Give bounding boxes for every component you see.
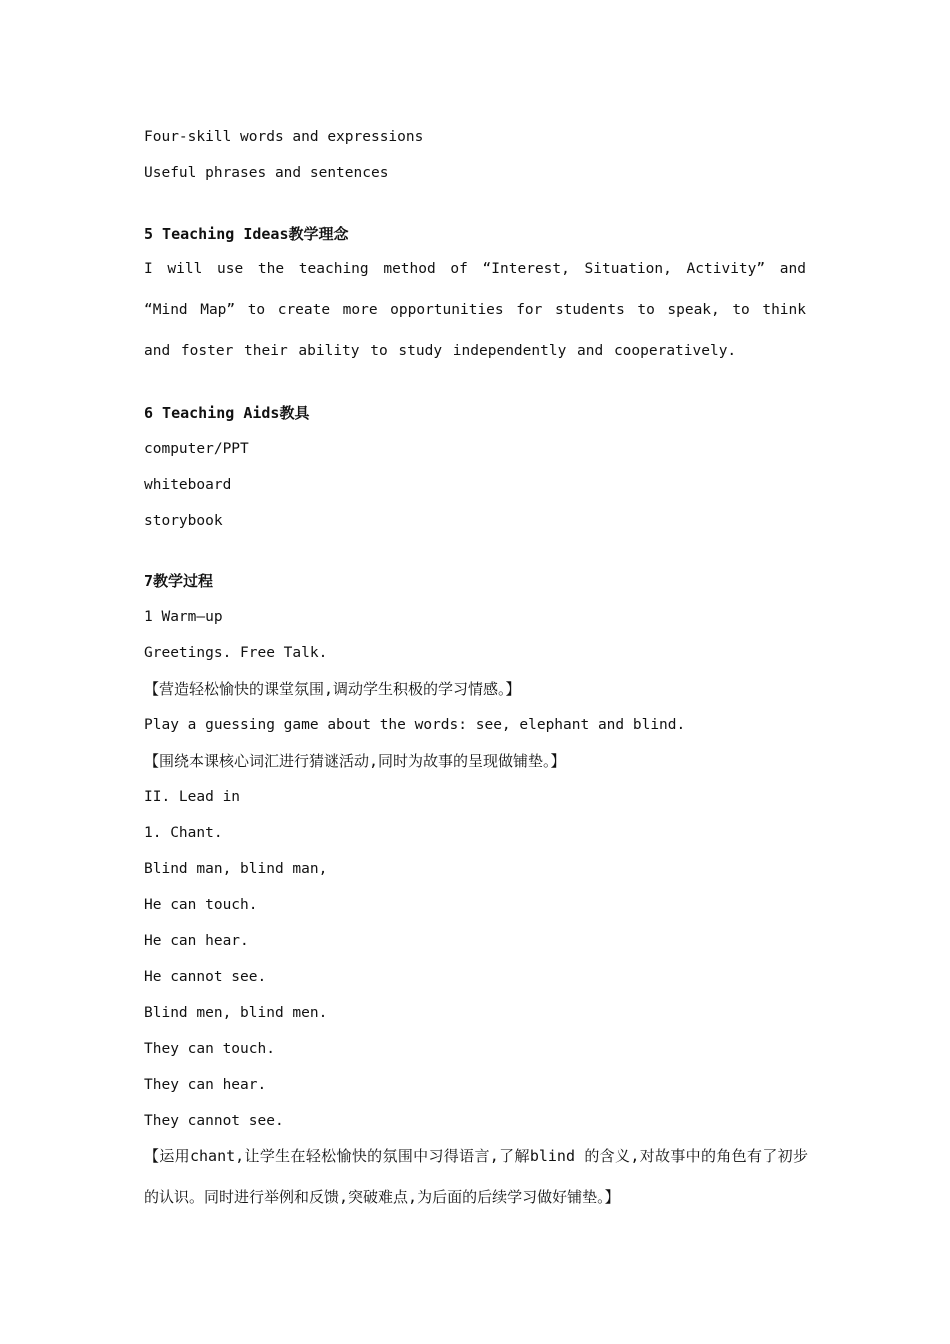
section-5-body: I will use the teaching method of “Interest, Situation, Activity” and “Mind Map” to create more opportunities for students to speak, to think and foster their ability to study independently and cooperatively. [144, 261, 806, 359]
chant-line: He can touch. [144, 897, 258, 913]
chant-note: 【运用chant,让学生在轻松愉快的氛围中习得语言,了解blind 的含义,对故事中的角色有了初步的认识。同时进行举例和反馈,突破难点,为后面的后续学习做好铺垫。】 [144, 1147, 808, 1206]
chant-line: He can hear. [144, 933, 249, 949]
chant-line: They can touch. [144, 1041, 275, 1057]
warm-up-heading: 1 Warm—up [144, 609, 223, 625]
four-skill-line: Four-skill words and expressions [144, 129, 424, 145]
guessing-game-line: Play a guessing game about the words: see, elephant and blind. [144, 717, 686, 733]
greetings-line: Greetings. Free Talk. [144, 645, 328, 661]
section-6-heading: 6 Teaching Aids教具 [144, 404, 310, 422]
useful-phrases-line: Useful phrases and sentences [144, 165, 389, 181]
section-5-heading: 5 Teaching Ideas教学理念 [144, 225, 349, 243]
note-line: 【营造轻松愉快的课堂氛围,调动学生积极的学习情感。】 [144, 680, 521, 698]
chant-line: They can hear. [144, 1077, 267, 1093]
chant-line: He cannot see. [144, 969, 267, 985]
chant-line: Blind man, blind man, [144, 861, 328, 877]
chant-line: They cannot see. [144, 1113, 284, 1129]
lead-in-heading: II. Lead in [144, 789, 241, 805]
note-line: 【围绕本课核心词汇进行猜谜活动,同时为故事的呈现做铺垫。】 [144, 752, 566, 770]
section-7-heading: 7教学过程 [144, 572, 214, 590]
teaching-aid-item: computer/PPT [144, 441, 249, 457]
chant-line: Blind men, blind men. [144, 1005, 328, 1021]
teaching-aid-item: storybook [144, 513, 223, 529]
chant-heading: 1. Chant. [144, 825, 223, 841]
teaching-aid-item: whiteboard [144, 477, 232, 493]
